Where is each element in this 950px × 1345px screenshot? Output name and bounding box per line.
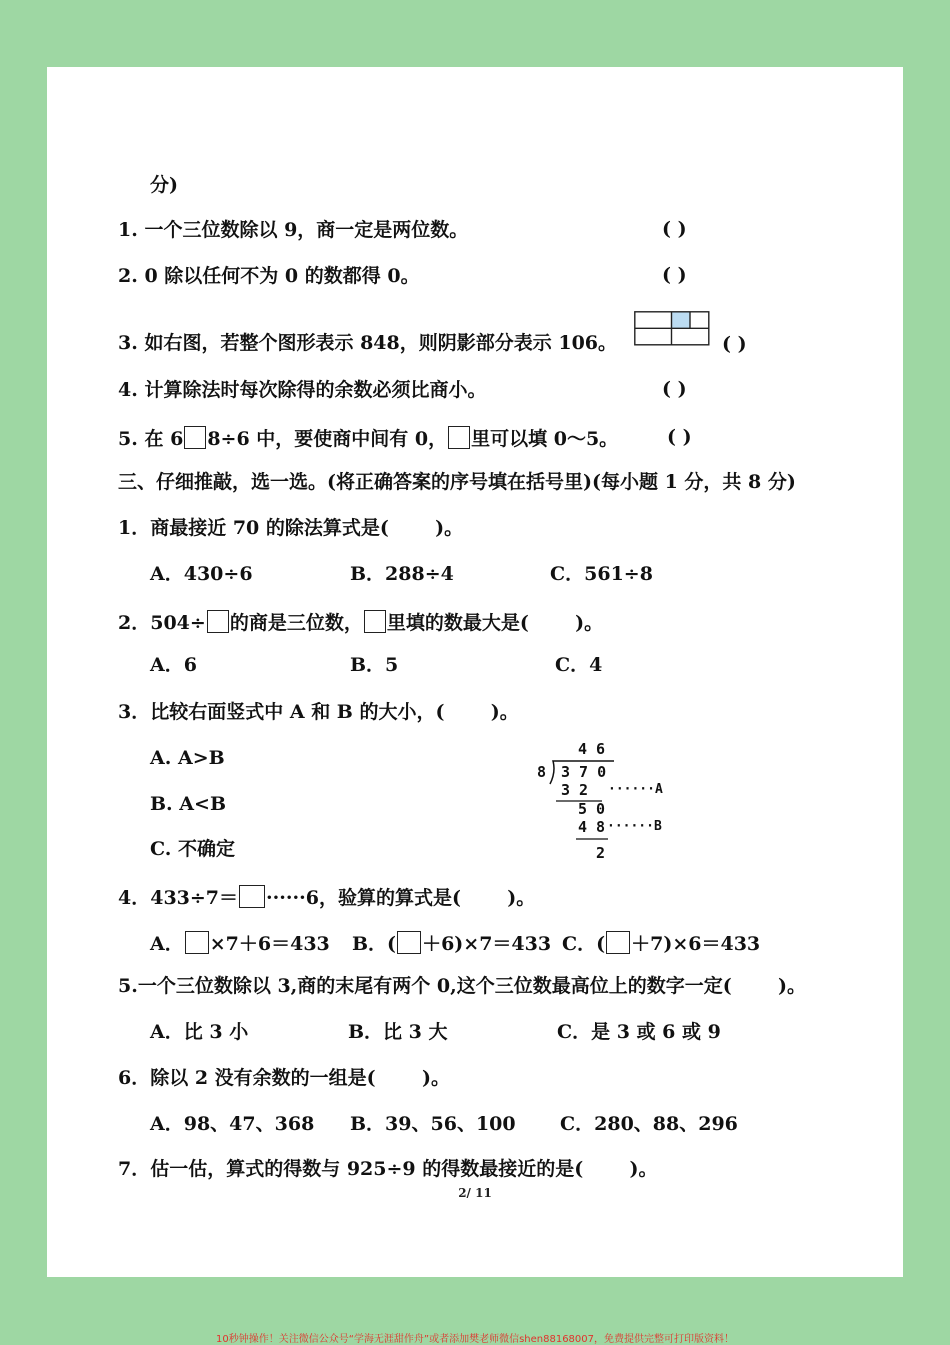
blank-box[interactable] [184, 426, 206, 449]
division-step-b: 4 8 [578, 818, 606, 836]
fraction-grid-figure [634, 311, 710, 347]
option-c[interactable]: C．4 [555, 654, 603, 676]
judge-question-2 [118, 264, 420, 288]
option-c[interactable]: C．280、88、296 [560, 1113, 738, 1135]
question-text: ······6，验算的算式是( )。 [266, 887, 536, 909]
option-b[interactable]: B．5 [350, 654, 399, 676]
answer-paren-3[interactable]: ( ) [722, 333, 747, 355]
choice-question-1 [118, 516, 463, 540]
option-b[interactable]: B．288÷4 [350, 563, 454, 585]
question-text: 2．504÷ [118, 612, 206, 634]
division-step-a: 3 2 [561, 781, 589, 799]
option-c[interactable]: C．561÷8 [550, 563, 653, 585]
option-text: ＋6)×7＝433 [422, 933, 552, 955]
option-a[interactable]: A．比 3 小 [150, 1021, 249, 1043]
judge-num: 1. [118, 219, 138, 241]
option-a[interactable]: A. A>B [150, 747, 225, 769]
choice-question-4 [118, 885, 535, 910]
answer-paren-4[interactable]: ( ) [662, 378, 687, 400]
answer-paren-1[interactable]: ( ) [662, 218, 687, 240]
option-b[interactable] [352, 931, 551, 956]
section-3-title: 三、仔细推敲，选一选。(将正确答案的序号填在括号里)(每小题 1 分，共 8 分) [118, 471, 796, 493]
judge-num: 2. [118, 265, 138, 287]
division-dividend: 3 7 0 [561, 763, 607, 781]
division-divisor: 8 [537, 763, 547, 781]
option-c[interactable]: C．是 3 或 6 或 9 [557, 1021, 721, 1043]
question-text: 里填的数最大是( )。 [386, 612, 604, 634]
question-text: 7．估一估，算式的得数与 925÷9 的得数最接近的是( )。 [118, 1158, 658, 1180]
judge-question-4 [118, 378, 486, 402]
division-step-2: 5 0 [578, 800, 606, 818]
judge-num: 3. [118, 332, 138, 354]
option-b[interactable]: B. A<B [150, 793, 227, 815]
question-text: 5.一个三位数除以 3,商的末尾有两个 0,这个三位数最高位上的数字一定( )。 [118, 975, 807, 997]
judge-text: 里可以填 0～5。 [471, 428, 619, 450]
option-a[interactable]: A．98、47、368 [150, 1113, 315, 1135]
option-a[interactable]: A．6 [150, 654, 197, 676]
judge-text: 在 6 [144, 428, 184, 450]
division-line [576, 837, 612, 841]
judge-question-1 [118, 218, 468, 242]
judge-question-5 [118, 426, 618, 451]
option-b[interactable]: B．39、56、100 [350, 1113, 516, 1135]
blank-box[interactable] [207, 610, 229, 633]
footer-note: 10秒钟操作！关注微信公众号“学海无涯甜作舟”或者添加樊老师微信shen88168007，免费提供完整可打印版资料！ [215, 1334, 735, 1345]
judge-num: 4. [118, 379, 138, 401]
question-text: 3．比较右面竖式中 A 和 B 的大小，( )。 [118, 701, 519, 723]
judge-text: 一个三位数除以 9，商一定是两位数。 [144, 219, 469, 241]
blank-box[interactable] [448, 426, 470, 449]
question-text: 的商是三位数， [229, 612, 363, 634]
option-label: A． [150, 933, 184, 955]
option-a[interactable]: A．430÷6 [150, 563, 253, 585]
header-continuation: 分) [150, 174, 178, 196]
option-c[interactable] [562, 931, 760, 956]
choice-question-2 [118, 610, 603, 635]
judge-num: 5. [118, 428, 138, 450]
option-a[interactable] [150, 931, 330, 956]
answer-paren-5[interactable]: ( ) [667, 426, 692, 448]
choice-question-5 [118, 974, 806, 998]
judge-text: 0 除以任何不为 0 的数都得 0。 [144, 265, 420, 287]
blank-box[interactable] [239, 885, 265, 908]
judge-text: 如右图，若整个图形表示 848，则阴影部分表示 106。 [144, 332, 618, 354]
page-number: 2/ 11 [458, 1186, 492, 1200]
blank-box[interactable] [606, 931, 630, 954]
option-label: C．( [562, 933, 606, 955]
question-text: 4．433÷7＝ [118, 887, 239, 909]
blank-box[interactable] [397, 931, 421, 954]
division-label-a: ······A [608, 782, 663, 797]
option-b[interactable]: B．比 3 大 [348, 1021, 448, 1043]
option-text: ＋7)×6＝433 [631, 933, 761, 955]
judge-text: 8÷6 中，要使商中间有 0， [207, 428, 448, 450]
choice-question-3 [118, 700, 519, 724]
blank-box[interactable] [364, 610, 386, 633]
question-text: 6．除以 2 没有余数的一组是( )。 [118, 1067, 450, 1089]
judge-text: 计算除法时每次除得的余数必须比商小。 [144, 379, 487, 401]
answer-paren-2[interactable]: ( ) [662, 264, 687, 286]
division-remainder: 2 [596, 844, 606, 862]
blank-box[interactable] [185, 931, 209, 954]
judge-question-3 [118, 331, 617, 355]
choice-question-6 [118, 1066, 450, 1090]
option-text: ×7＋6＝433 [209, 933, 330, 955]
shaded-cell [672, 313, 690, 329]
division-label-b: ······B [607, 819, 662, 834]
option-label: B．( [352, 933, 397, 955]
question-text: 1．商最接近 70 的除法算式是( )。 [118, 517, 464, 539]
choice-question-7 [118, 1157, 658, 1181]
division-quotient: 4 6 [578, 740, 606, 758]
option-c[interactable]: C. 不确定 [150, 838, 236, 860]
